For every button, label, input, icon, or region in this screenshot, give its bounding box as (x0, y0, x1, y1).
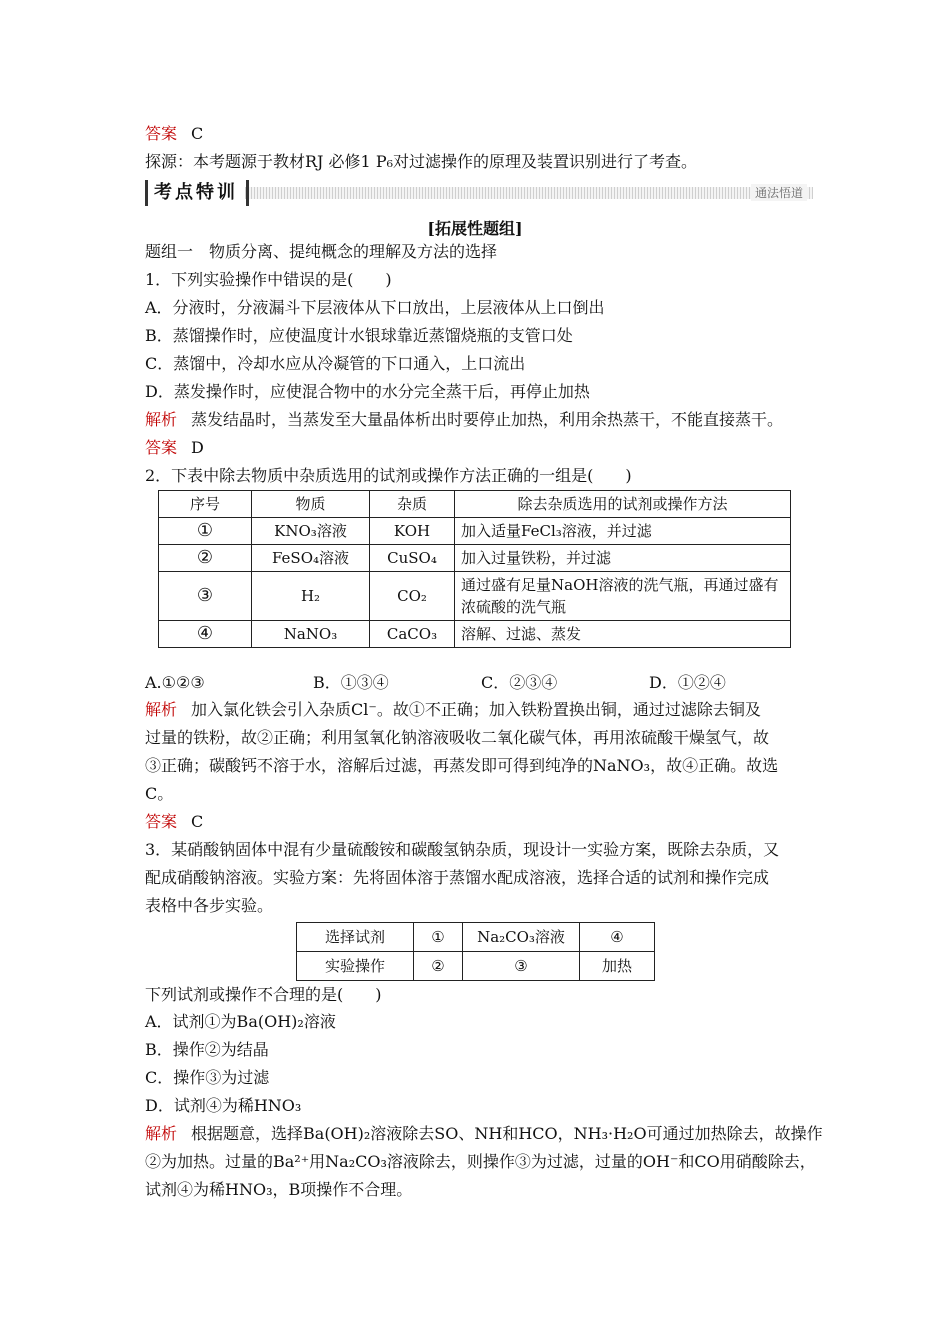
q2-analysis-line-1 (145, 700, 761, 720)
q3-table (296, 922, 655, 981)
q3-analysis-line-1 (145, 1124, 823, 1144)
table-row (159, 545, 791, 572)
q1-stem: 1．下列实验操作中错误的是( ) (145, 270, 392, 289)
table-header-cell: 除去杂质选用的试剂或操作方法 (455, 491, 791, 518)
table-row (159, 518, 791, 545)
table-cell: ③ (159, 572, 252, 621)
q2-choices (145, 673, 817, 693)
table-cell: ④ (580, 923, 655, 952)
q3-stem-line-3: 表格中各步实验。 (145, 896, 274, 915)
table-cell: 加入适量FeCl₃溶液，并过滤 (455, 518, 791, 545)
table-cell: Na₂CO₃溶液 (463, 923, 580, 952)
q3-option-a: A．试剂①为Ba(OH)₂溶液 (145, 1012, 336, 1031)
choice-c: C．②③④ (481, 673, 558, 692)
answer-value: C (191, 812, 204, 831)
analysis-text: 加入氯化铁会引入杂质Cl⁻。故①不正确；加入铁粉置换出铜，通过过滤除去铜及 (191, 700, 761, 719)
table-cell: ④ (159, 621, 252, 648)
table-cell: 通过盛有足量NaOH溶液的洗气瓶，再通过盛有浓硫酸的洗气瓶 (455, 572, 791, 621)
table-cell: ③ (463, 952, 580, 981)
table-cell: CuSO₄ (370, 545, 455, 572)
choice-b: B．①③④ (313, 673, 389, 692)
q3-stem-line-2: 配成硝酸钠溶液。实验方案：先将固体溶于蒸馏水配成溶液，选择合适的试剂和操作完成 (145, 868, 770, 887)
analysis-text: 蒸发结晶时，当蒸发至大量晶体析出时要停止加热，利用余热蒸干，不能直接蒸干。 (191, 410, 784, 429)
source-line: 探源：本考题源于教材RJ 必修1 P₆对过滤操作的原理及装置识别进行了考查。 (145, 152, 697, 171)
table-cell: 加入过量铁粉，并过滤 (455, 545, 791, 572)
answer-value: C (191, 124, 204, 143)
table-row (159, 572, 791, 621)
table-header-row (159, 491, 791, 518)
table-cell: KNO₃溶液 (252, 518, 370, 545)
table-cell: ① (414, 923, 463, 952)
table-cell: CaCO₃ (370, 621, 455, 648)
table-cell: 溶解、过滤、蒸发 (455, 621, 791, 648)
analysis-text: 根据题意，选择Ba(OH)₂溶液除去SO、NH和HCO，NH₃·H₂O可通过加热除去，故操作 (191, 1124, 823, 1143)
q3-question: 下列试剂或操作不合理的是( ) (145, 985, 382, 1004)
table-cell: 实验操作 (297, 952, 414, 981)
table-cell: CO₂ (370, 572, 455, 621)
table-row (159, 621, 791, 648)
q1-answer (145, 438, 204, 458)
q1-analysis (145, 410, 783, 430)
table-row (297, 923, 655, 952)
analysis-label: 解析 (145, 410, 178, 429)
section-banner (145, 180, 813, 206)
table-header-cell: 杂质 (370, 491, 455, 518)
q1-option-c: C．蒸馏中，冷却水应从冷凝管的下口通入，上口流出 (145, 354, 526, 373)
answer-label: 答案 (145, 438, 178, 457)
section-title: [拓展性题组] (427, 219, 523, 238)
table-header-cell: 序号 (159, 491, 252, 518)
q3-analysis-line-3: 试剂④为稀HNO₃，B项操作不合理。 (145, 1180, 413, 1199)
q3-option-c: C．操作③为过滤 (145, 1068, 270, 1087)
choice-a: A.①②③ (145, 673, 205, 692)
table-cell: NaNO₃ (252, 621, 370, 648)
answer-label: 答案 (145, 812, 178, 831)
table-header-cell: 物质 (252, 491, 370, 518)
q3-option-b: B．操作②为结晶 (145, 1040, 269, 1059)
q3-option-d: D．试剂④为稀HNO₃ (145, 1096, 302, 1115)
banner-right-text: 通法悟道 (751, 184, 807, 201)
q1-option-d: D．蒸发操作时，应使混合物中的水分完全蒸干后，再停止加热 (145, 382, 590, 401)
group-title: 题组一 物质分离、提纯概念的理解及方法的选择 (145, 242, 498, 261)
table-cell: 选择试剂 (297, 923, 414, 952)
table-cell: KOH (370, 518, 455, 545)
q2-analysis-line-2: 过量的铁粉，故②正确；利用氢氧化钠溶液吸收二氧化碳气体，再用浓硫酸干燥氢气，故 (145, 728, 770, 747)
answer-line (145, 124, 203, 144)
q2-analysis-line-4: C。 (145, 784, 174, 803)
table-cell: H₂ (252, 572, 370, 621)
q2-stem: 2．下表中除去物质中杂质选用的试剂或操作方法正确的一组是( ) (145, 466, 632, 485)
table-cell: FeSO₄溶液 (252, 545, 370, 572)
choice-d: D．①②④ (649, 673, 726, 692)
answer-value: D (191, 438, 204, 457)
q3-analysis-line-2: ②为加热。过量的Ba²⁺用Na₂CO₃溶液除去，则操作③为过滤，过量的OH⁻和CO用硝酸除去， (145, 1152, 816, 1171)
q2-table (158, 490, 791, 648)
q3-stem-line-1: 3．某硝酸钠固体中混有少量硫酸铵和碳酸氢钠杂质，现设计一实验方案，既除去杂质，又 (145, 840, 780, 859)
q1-option-b: B．蒸馏操作时，应使温度计水银球靠近蒸馏烧瓶的支管口处 (145, 326, 573, 345)
table-cell: ① (159, 518, 252, 545)
analysis-label: 解析 (145, 700, 178, 719)
banner-stripe (245, 187, 813, 199)
table-cell: 加热 (580, 952, 655, 981)
banner-title: 考点特训 (145, 180, 249, 206)
table-row (297, 952, 655, 981)
analysis-label: 解析 (145, 1124, 178, 1143)
answer-label: 答案 (145, 124, 178, 143)
q1-option-a: A．分液时，分液漏斗下层液体从下口放出，上层液体从上口倒出 (145, 298, 605, 317)
table-cell: ② (159, 545, 252, 572)
q2-answer (145, 812, 203, 832)
table-cell: ② (414, 952, 463, 981)
q2-analysis-line-3: ③正确；碳酸钙不溶于水，溶解后过滤，再蒸发即可得到纯净的NaNO₃，故④正确。故选 (145, 756, 779, 775)
